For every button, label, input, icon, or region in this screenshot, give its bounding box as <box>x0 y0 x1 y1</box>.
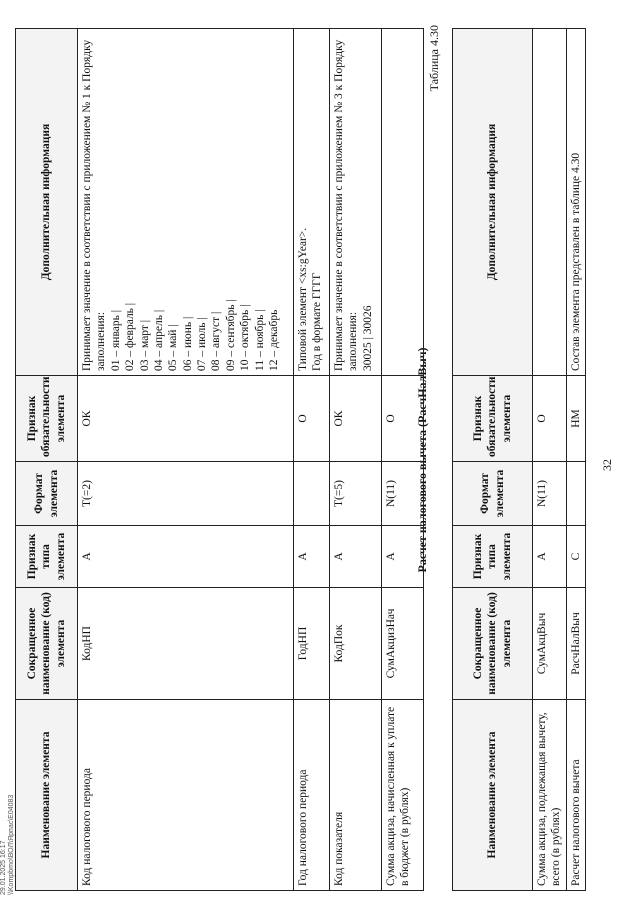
info-line: 07 – июль | <box>196 317 208 371</box>
header-name: Наименование элемента <box>16 700 78 891</box>
footer-path: \\Kompbmo\ВОЛ\Ярпас\Е04083 <box>8 794 16 895</box>
cell-format <box>566 462 585 526</box>
cell-type: С <box>566 526 585 588</box>
table-2-caption: Расчет налогового вычета (РасчНалВыч) <box>415 347 429 573</box>
cell-name: Код налогового периода <box>78 700 294 891</box>
info-line: 08 – август | <box>210 311 223 371</box>
cell-req: ОК <box>330 376 382 462</box>
cell-type: А <box>294 526 330 588</box>
table-row <box>294 29 330 891</box>
cell-name: Год налогового периода <box>294 700 330 891</box>
cell-format: N(11) <box>382 462 424 526</box>
info-line: 02 – февраль | <box>124 302 137 371</box>
table-row <box>566 29 585 891</box>
cell-req: О <box>533 376 567 462</box>
table-1-header <box>453 29 533 891</box>
header-req: Признак обязательности элемента <box>16 376 78 462</box>
info-line: 06 – июнь | <box>181 316 194 371</box>
table-2 <box>15 28 424 891</box>
info-line: 12 – декабрь <box>267 309 280 371</box>
table-number: Таблица 4.30 <box>427 25 441 92</box>
header-type: Признак типа элемента <box>16 526 78 588</box>
cell-code: СумАкцизНач <box>382 588 424 700</box>
cell-code: СумАкцВыч <box>533 588 567 700</box>
info-line: 04 – апрель | <box>152 309 165 371</box>
info-line: 01 – январь | <box>109 310 122 371</box>
cell-req: ОК <box>78 376 294 462</box>
table-row <box>330 29 382 891</box>
info-line: Год в формате ГГГГ <box>311 272 324 371</box>
header-info: Дополнительная информация <box>453 29 533 376</box>
cell-code: РасчНалВыч <box>566 588 585 700</box>
cell-info: Состав элемента представлен в таблице 4.30 <box>566 29 585 376</box>
info-line: Принимает значение в соответствии с приложением № 1 к Порядку заполнения: <box>81 39 108 371</box>
cell-format: T(=2) <box>78 462 294 526</box>
page-number: 32 <box>600 459 614 471</box>
cell-info <box>533 29 567 376</box>
info-line: 05 – май | <box>167 324 180 371</box>
table-row <box>533 29 567 891</box>
cell-code: ГодНП <box>294 588 330 700</box>
cell-type: А <box>78 526 294 588</box>
cell-info <box>382 29 424 376</box>
header-type: Признак типа элемента <box>453 526 533 588</box>
cell-format: T(=5) <box>330 462 382 526</box>
cell-type: А <box>330 526 382 588</box>
table-2-header <box>16 29 78 891</box>
cell-name: Расчет налогового вычета <box>566 700 585 891</box>
cell-name: Сумма акциза, начисленная к уплате в бюджет (в рублях) <box>382 700 424 891</box>
header-format: Формат элемента <box>453 462 533 526</box>
footer-date: 29.01.2025 16:17 <box>0 840 7 895</box>
info-line: 09 – сентябрь | <box>224 299 237 371</box>
header-name: Наименование элемента <box>453 700 533 891</box>
table-1 <box>452 28 586 891</box>
info-line: Типовой элемент <xs:gYear>. <box>297 227 309 371</box>
info-line: 03 – март | <box>138 319 151 371</box>
info-line: 11 – ноябрь | <box>253 309 266 371</box>
cell-info <box>78 29 294 376</box>
header-info: Дополнительная информация <box>16 29 78 376</box>
cell-code: КодПок <box>330 588 382 700</box>
cell-format: N(11) <box>533 462 567 526</box>
cell-req: О <box>294 376 330 462</box>
header-code: Сокращенное наименование (код) элемента <box>453 588 533 700</box>
cell-type: А <box>533 526 567 588</box>
header-req: Признак обязательности элемента <box>453 376 533 462</box>
cell-code: КодНП <box>78 588 294 700</box>
cell-name: Сумма акциза, подлежащая вычету, всего (в рублях) <box>533 700 567 891</box>
cell-name: Код показателя <box>330 700 382 891</box>
info-line: 30025 | 30026 <box>361 305 374 371</box>
table-row <box>382 29 424 891</box>
footer-stamp <box>0 675 17 895</box>
table-row <box>78 29 294 891</box>
cell-info <box>294 29 330 376</box>
info-line: Принимает значение в соответствии с приложением № 3 к Порядку заполнения: <box>333 39 360 371</box>
cell-req: О <box>382 376 424 462</box>
cell-req: НМ <box>566 376 585 462</box>
header-format: Формат элемента <box>16 462 78 526</box>
cell-type: А <box>382 526 424 588</box>
cell-format <box>294 462 330 526</box>
header-code: Сокращенное наименование (код) элемента <box>16 588 78 700</box>
cell-info <box>330 29 382 376</box>
info-line: 10 – октябрь | <box>239 304 252 371</box>
